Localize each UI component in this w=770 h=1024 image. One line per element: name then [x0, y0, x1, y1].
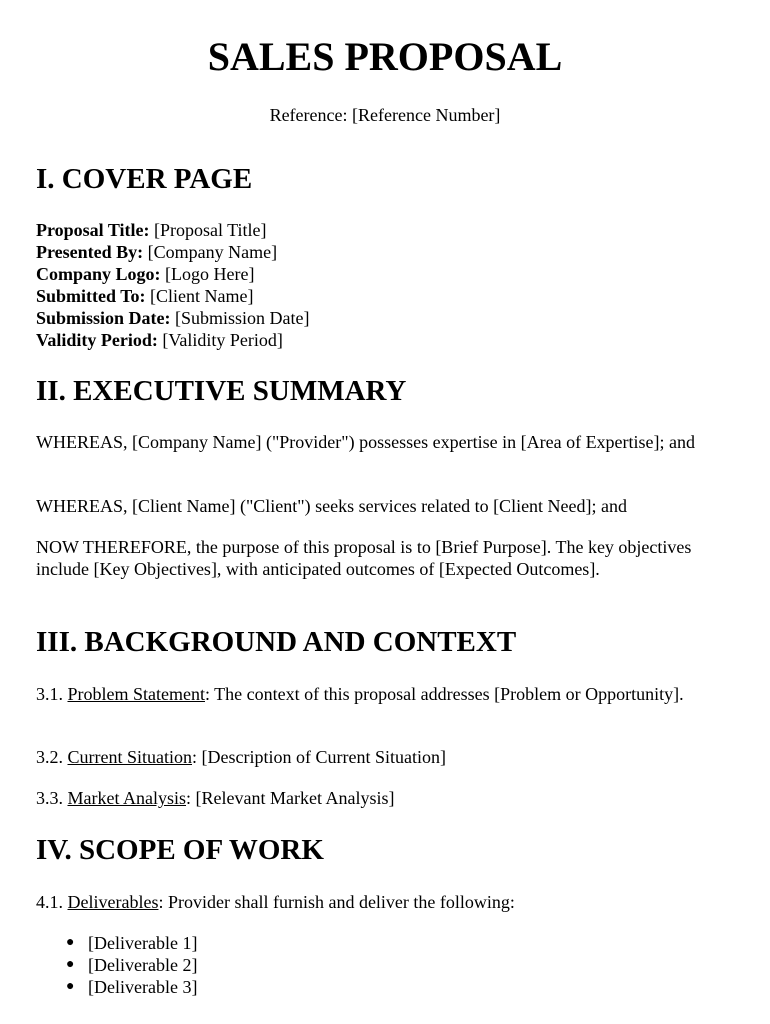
field-label: Presented By: — [36, 242, 144, 262]
field-label: Validity Period: — [36, 330, 158, 350]
field-label: Submitted To: — [36, 286, 146, 306]
item-term: Deliverables — [67, 892, 159, 912]
item-term: Problem Statement — [67, 684, 205, 704]
field-company-logo — [36, 263, 310, 285]
background-item-current-situation — [36, 746, 736, 768]
section-heading-scope-of-work: IV. SCOPE OF WORK — [36, 834, 324, 866]
field-submission-date — [36, 307, 310, 329]
field-proposal-title — [36, 219, 310, 241]
field-value: [Company Name] — [143, 242, 278, 262]
field-value: [Logo Here] — [160, 264, 255, 284]
executive-paragraph-3: NOW THEREFORE, the purpose of this proposal is to [Brief Purpose]. The key objectives include [Key Objectives], with anticipated outcomes of [Expected Outcomes]. — [36, 537, 692, 579]
section-heading-executive-summary: II. EXECUTIVE SUMMARY — [36, 375, 407, 407]
item-text: : Provider shall furnish and deliver the following: — [158, 892, 515, 912]
executive-paragraph-1: WHEREAS, [Company Name] ("Provider") possesses expertise in [Area of Expertise]; and — [36, 432, 696, 452]
item-number: 3.2. — [36, 747, 68, 767]
reference-line: Reference: [Reference Number] — [269, 105, 501, 125]
executive-paragraph-2: WHEREAS, [Client Name] ("Client") seeks services related to [Client Need]; and — [36, 496, 628, 516]
item-term: Current Situation — [67, 747, 192, 767]
bullet-icon: ● — [66, 957, 75, 972]
field-value: [Proposal Title] — [149, 220, 267, 240]
list-item — [66, 954, 198, 976]
field-value: [Submission Date] — [170, 308, 310, 328]
bullet-icon: ● — [66, 979, 75, 994]
field-label: Proposal Title: — [36, 220, 150, 240]
bullet-icon: ● — [66, 935, 75, 950]
item-number: 3.1. — [36, 684, 68, 704]
section-heading-background: III. BACKGROUND AND CONTEXT — [36, 626, 517, 658]
deliverables-list — [36, 932, 197, 998]
deliverable-text: [Deliverable 2] — [88, 955, 198, 975]
field-value: [Client Name] — [145, 286, 254, 306]
item-number: 4.1. — [36, 892, 68, 912]
item-text: : [Relevant Market Analysis] — [186, 788, 395, 808]
list-item — [66, 976, 198, 998]
item-text: : [Description of Current Situation] — [192, 747, 446, 767]
background-item-problem-statement — [36, 683, 696, 705]
deliverable-text: [Deliverable 1] — [88, 933, 198, 953]
background-item-market-analysis — [36, 787, 736, 809]
deliverable-text: [Deliverable 3] — [88, 977, 198, 997]
scope-deliverables-intro — [36, 891, 736, 913]
item-number: 3.3. — [36, 788, 68, 808]
field-label: Company Logo: — [36, 264, 161, 284]
field-validity-period — [36, 329, 310, 351]
document-title: SALES PROPOSAL — [207, 34, 563, 79]
field-presented-by — [36, 241, 310, 263]
cover-fields — [36, 219, 310, 351]
section-heading-cover: I. COVER PAGE — [36, 163, 253, 195]
field-value: [Validity Period] — [157, 330, 283, 350]
list-item — [66, 932, 198, 954]
item-term: Market Analysis — [67, 788, 186, 808]
field-submitted-to — [36, 285, 310, 307]
field-label: Submission Date: — [36, 308, 171, 328]
item-text: : The context of this proposal addresses [Problem or Opportunity]. — [204, 684, 684, 704]
